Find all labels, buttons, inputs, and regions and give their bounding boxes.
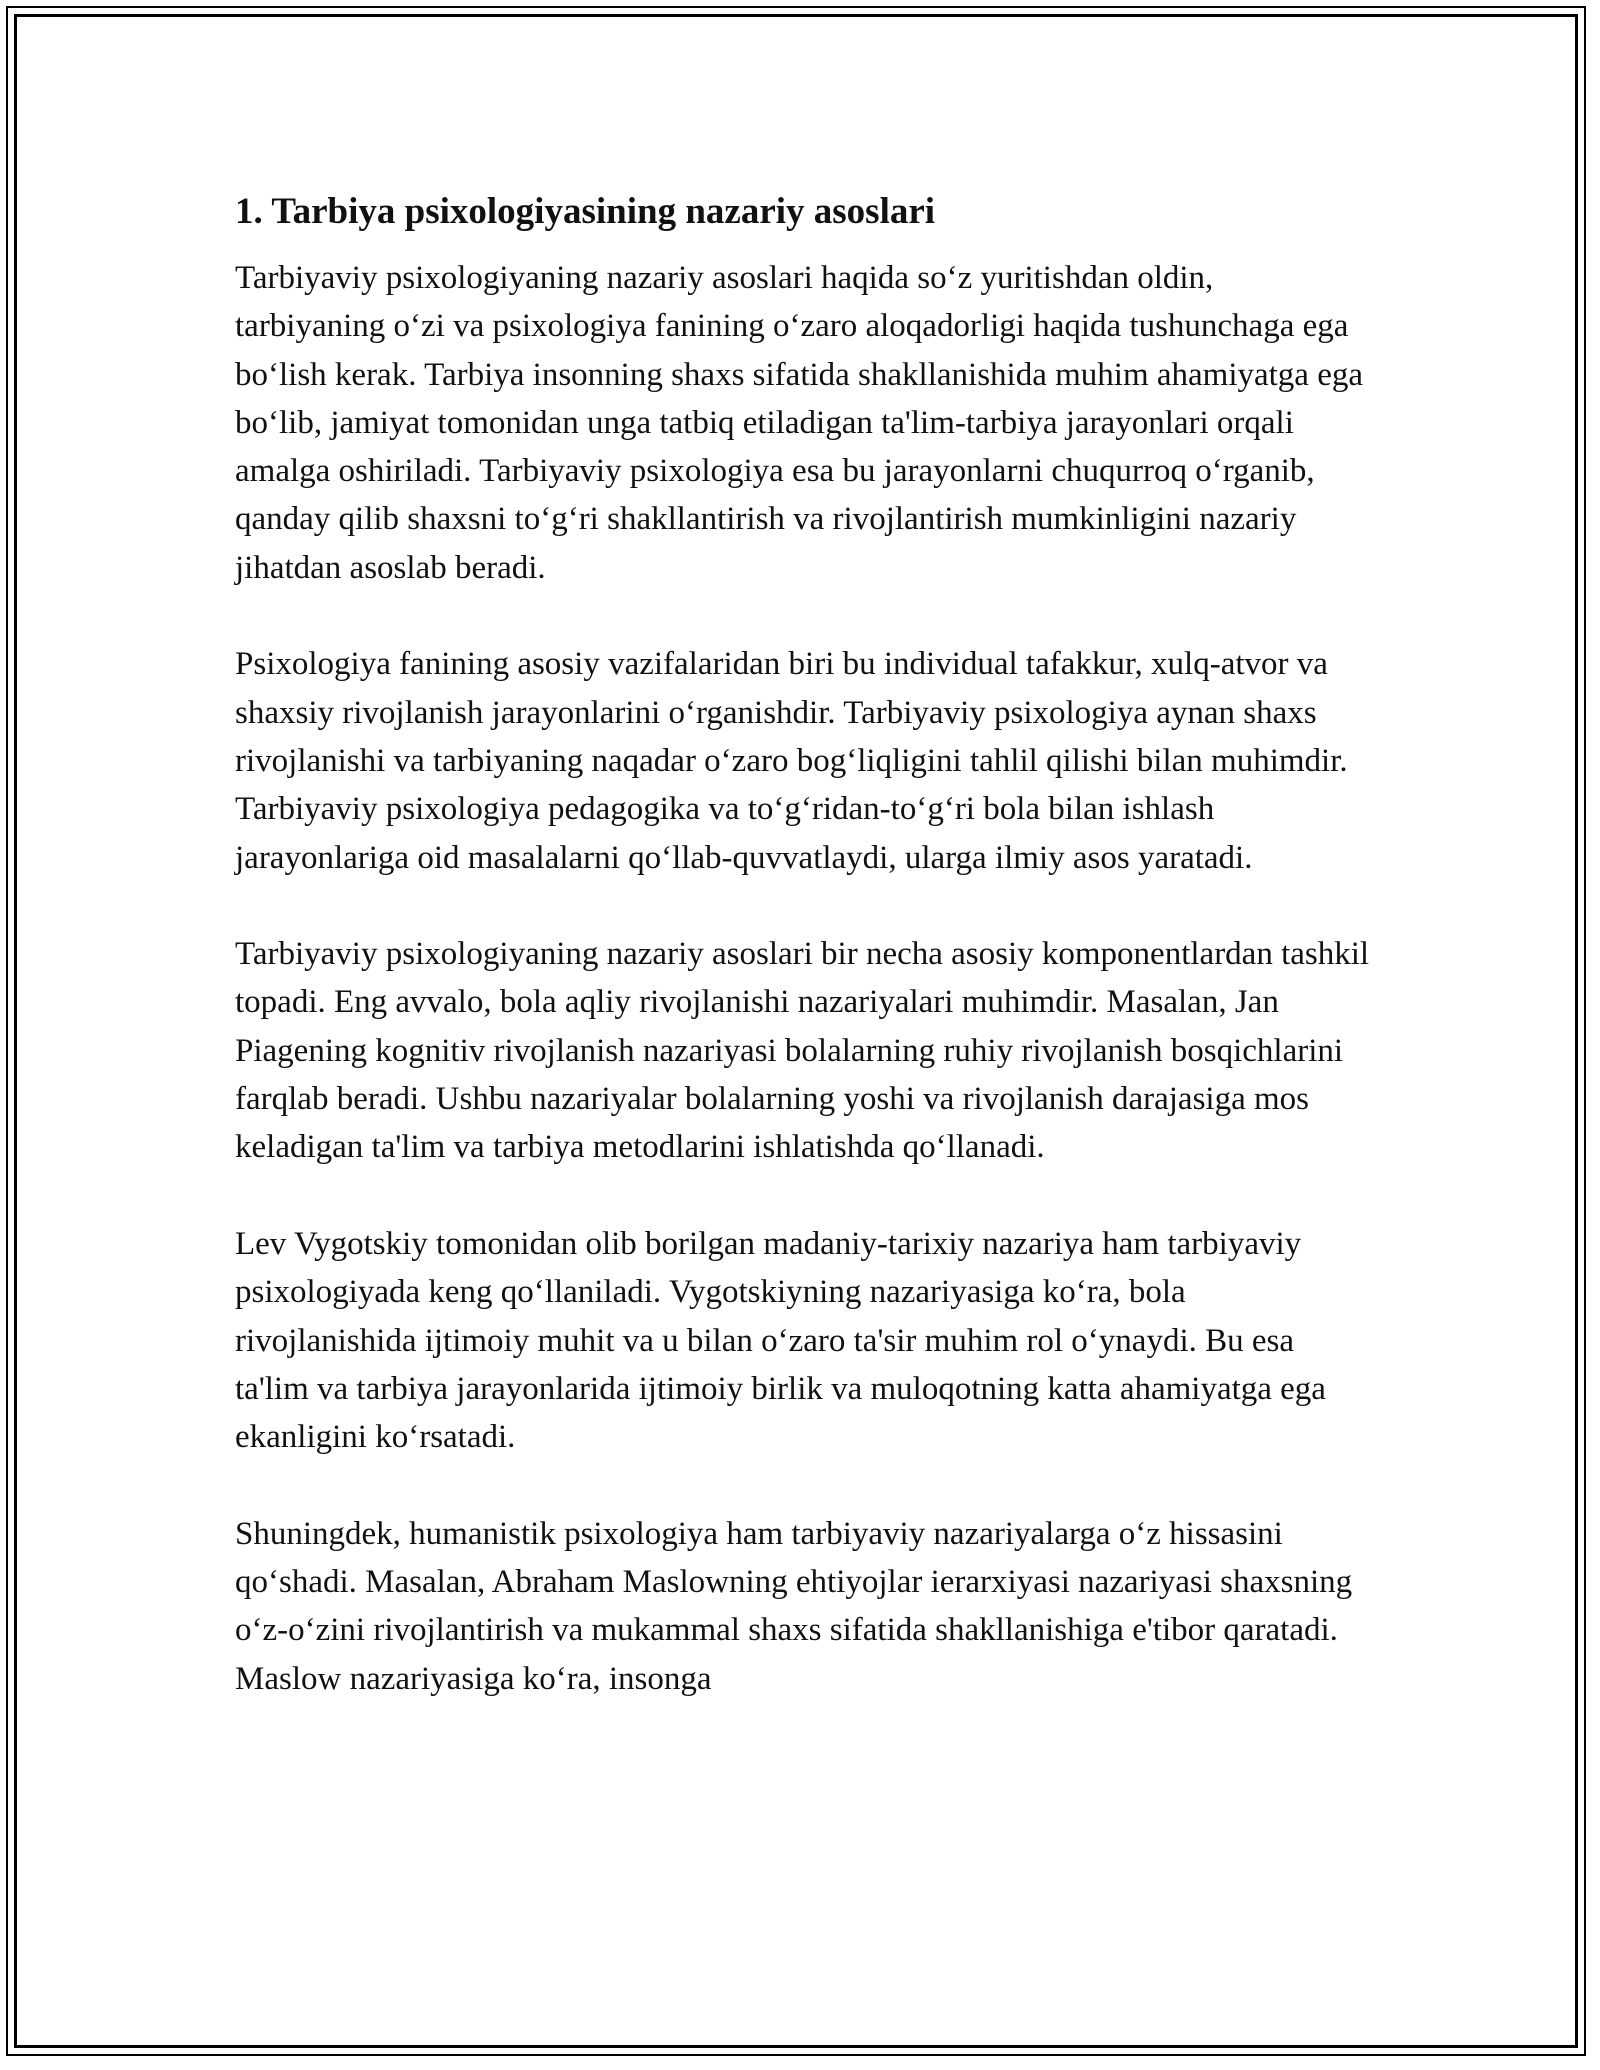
paragraph-2: Psixologiya fanining asosiy vazifalaridan biri bu individual tafakkur, xulq-atvor va shaxsiy rivojlanish jarayonlarini o‘rganishdir. Tarbiyaviy psixologiya aynan shaxs rivojlanishi va tarbiyaning naqadar o‘zaro bog‘liqligini tahlil qilishi bilan muhimdir. Tarbiyaviy psixologiya pedagogika va to‘g‘ridan-to‘g‘ri bola bilan ishlash jarayonlariga oid masalalarni qo‘llab-quvvatlaydi, ularga ilmiy asos yaratadi.: [235, 646, 1348, 876]
section-heading: 1. Tarbiya psixologiyasining nazariy asoslari: [235, 191, 936, 232]
document-body: [235, 186, 1370, 1751]
paragraph-5: Shuningdek, humanistik psixologiya ham tarbiyaviy nazariyalarga o‘z hissasini qo‘shadi. Masalan, Abraham Maslowning ehtiyojlar ierarxiyasi nazariyasi shaxsning o‘z-o‘zini rivojlantirish va mukammal shaxs sifatida shakllanishiga e'tibor qaratadi. Maslow nazariyasiga ko‘ra, insonga: [235, 1515, 1353, 1697]
paragraph-1: Tarbiyaviy psixologiyaning nazariy asoslari haqida so‘z yuritishdan oldin, tarbiyaning o‘zi va psixologiya fanining o‘zaro aloqadorligi haqida tushunchaga ega bo‘lish kerak. Tarbiya insonning shaxs sifatida shakllanishida muhim ahamiyatga ega bo‘lib, jamiyat tomonidan unga tatbiq etiladigan ta'lim-tarbiya jarayonlari orqali amalga oshiriladi. Tarbiyaviy psixologiya esa bu jarayonlarni chuqurroq o‘rganib, qanday qilib shaxsni to‘g‘ri shakllantirish va rivojlantirish mumkinligini nazariy jihatdan asoslab beradi.: [235, 260, 1363, 586]
paragraph-4: Lev Vygotskiy tomonidan olib borilgan madaniy-tarixiy nazariya ham tarbiyaviy psixologiyada keng qo‘llaniladi. Vygotskiyning nazariyasiga ko‘ra, bola rivojlanishida ijtimoiy muhit va u bilan o‘zaro ta'sir muhim rol o‘ynaydi. Bu esa ta'lim va tarbiya jarayonlarida ijtimoiy birlik va muloqotning katta ahamiyatga ega ekanligini ko‘rsatadi.: [235, 1225, 1326, 1456]
paragraph-3: Tarbiyaviy psixologiyaning nazariy asoslari bir necha asosiy komponentlardan tashkil topadi. Eng avvalo, bola aqliy rivojlanishi nazariyalari muhimdir. Masalan, Jan Piagening kognitiv rivojlanish nazariyasi bolalarning ruhiy rivojlanish bosqichlarini farqlab beradi. Ushbu nazariyalar bolalarning yoshi va rivojlanish darajasiga mos keladigan ta'lim va tarbiya metodlarini ishlatishda qo‘llanadi.: [235, 936, 1370, 1166]
